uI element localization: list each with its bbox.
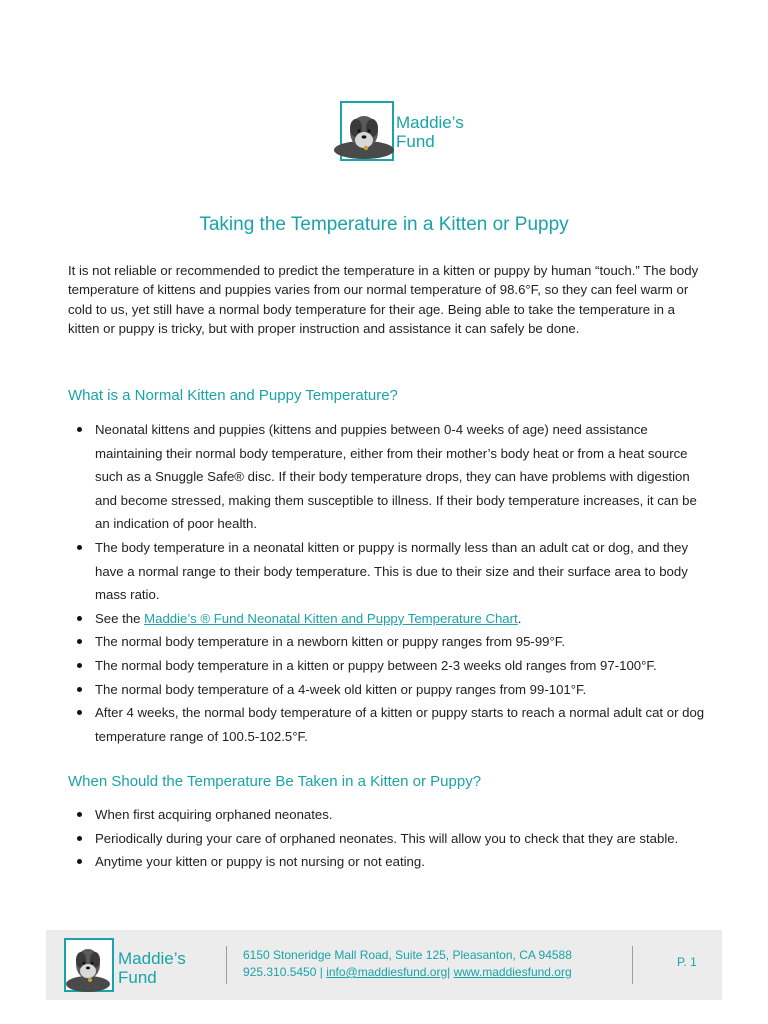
- when-to-take-list: [68, 803, 708, 874]
- list-item: After 4 weeks, the normal body temperature of a kitten or puppy starts to reach a normal adult cat or dog temperature range of 100.5-102.5°F.: [68, 701, 708, 748]
- page-title: Taking the Temperature in a Kitten or Puppy: [199, 214, 569, 235]
- list-item: Periodically during your care of orphaned neonates. This will allow you to check that they are stable.: [68, 827, 708, 851]
- footer-separator: |: [316, 965, 327, 979]
- list-item: Anytime your kitten or puppy is not nursing or not eating.: [68, 850, 708, 874]
- footer-address: 6150 Stoneridge Mall Road, Suite 125, Pleasanton, CA 94588: [243, 948, 572, 962]
- footer-website-link[interactable]: www.maddiesfund.org: [453, 965, 572, 979]
- footer-phone: 925.310.5450: [243, 965, 317, 979]
- schnauzer-dog-icon: [60, 940, 116, 994]
- schnauzer-dog-icon: [326, 106, 396, 164]
- logo-name-line1: Maddie’s: [396, 113, 464, 132]
- footer-separator: |: [447, 965, 454, 979]
- list-item: [68, 607, 708, 631]
- list-item-text: .: [517, 610, 522, 626]
- logo-name-line1: Maddie’s: [118, 949, 186, 968]
- footer-contact: [243, 964, 572, 981]
- normal-temperature-list: [68, 418, 708, 748]
- list-item: Neonatal kittens and puppies (kittens and puppies between 0-4 weeks of age) need assistance maintaining their normal body temperature, either from their mother’s body heat or from a heat source such as a Snuggle Safe® disc. If their body temperature drops, they can have problems with digestion and become stressed, making them susceptible to illness. If their body temperature increases, it can be an indication of poor health.: [68, 418, 708, 536]
- logo-name-line2: Fund: [396, 132, 435, 151]
- section-heading-normal-temperature: What is a Normal Kitten and Puppy Temperature?: [68, 387, 398, 404]
- page-number: P. 1: [677, 955, 697, 969]
- list-item: The normal body temperature of a 4-week old kitten or puppy ranges from 99-101°F.: [68, 678, 708, 702]
- temperature-chart-link[interactable]: Maddie’s ® Fund Neonatal Kitten and Puppy Temperature Chart: [144, 610, 518, 626]
- logo-text: [396, 113, 464, 151]
- list-item: When first acquiring orphaned neonates.: [68, 803, 708, 827]
- footer-logo: [64, 936, 214, 994]
- list-item: The normal body temperature in a kitten or puppy between 2-3 weeks old ranges from 97-100°F.: [68, 654, 708, 678]
- intro-paragraph: It is not reliable or recommended to predict the temperature in a kitten or puppy by human “touch.” The body temperature of kittens and puppies varies from our normal temperature of 98.6°F, so they can feel warm or cold to us, yet still have a normal body temperature for their age. Being able to take the temperature in a kitten or puppy is tricky, but with proper instruction and assistance it can safely be done.: [68, 263, 699, 337]
- section-heading-when-to-take: When Should the Temperature Be Taken in a Kitten or Puppy?: [68, 773, 482, 790]
- footer-divider: [226, 946, 227, 984]
- footer-divider: [632, 946, 633, 984]
- logo-text: [118, 949, 186, 987]
- list-item: The normal body temperature in a newborn kitten or puppy ranges from 95-99°F.: [68, 630, 708, 654]
- page-footer: [46, 930, 722, 1000]
- list-item: The body temperature in a neonatal kitten or puppy is normally less than an adult cat or dog, and they have a normal range to their body temperature. This is due to their size and their surface area to body mass ratio.: [68, 536, 708, 607]
- footer-email-link[interactable]: info@maddiesfund.org: [326, 965, 448, 979]
- list-item-text: See the: [95, 610, 145, 626]
- header-logo: [326, 100, 484, 164]
- logo-name-line2: Fund: [118, 968, 157, 987]
